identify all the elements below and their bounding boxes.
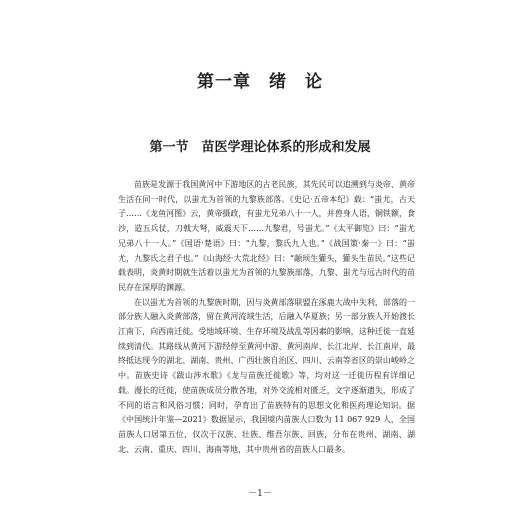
section-title: 第一节 苗医学理论体系的形成和发展 — [149, 140, 371, 155]
chapter-title: 第一章 绪 论 — [197, 72, 323, 92]
body-text — [118, 178, 415, 457]
page-number: －1－ — [248, 489, 272, 499]
paragraph-1: 苗族是发源于我国黄河中下游地区的古老民族，其先民可以追溯到与炎帝、黄帝生活在同一时代，以蚩尤为首领的九黎族部落。《史记·五帝本纪》载：“蚩尤，古天子……《龙鱼河图》云，黄帝摄政，有蚩尤兄弟八十一人，并兽身人语，铜铁额，食沙，造五兵仗，刀戟大弩，威震天下……九黎君，号蚩尤。”《太平御览》曰：“蚩尤兄弟八十一人。”《国语·楚语》曰：“九黎，黎氏九人也。”《战国策·秦一》曰：“蚩尤，九黎氏之君子也。”《山海经·大荒北经》曰：“颛顼生獾头，獾头生苗民。”这些记载表明，炎黄时期就生活着以蚩尤为首领的九黎族部落，九黎、蚩尤与远古时代的苗民存在深厚的渊源。 — [118, 180, 415, 292]
paragraph-2: 在以蚩尤为首领的九黎族时期，因与炎黄部落联盟在涿鹿大战中失利，部落的一部分族人融入炎黄部落，留在黄河流域生活，后融入华夏族；另一部分族人开始渡长江南下，向西南迁徙。受地域环境、生存环境及战乱等因素的影响，这种迁徙一直延续到清代。其路线从黄河下游经停至黄河中游、黄河南岸、长江北岸、长江南岸，最终抵达现今的湖北、湖南、贵州、广西壮族自治区、四川、云南等省区的崇山峻岭之中。苗族史诗《跋山涉水歌》《龙与苗族迁徙歌》等，均对这一迁徙历程有详细记载。漫长的迁徙，使苗族成员分散各地，对外交流相对匮乏，文字逐渐遗失，形成了不同的语言和风俗习惯；同时，孕育出了苗族特有的思想文化和医药理论知识。据《中国统计年鉴—2021》数据显示，我国境内苗族人口数为 11 067 929 人，全国苗族人口居第五位，仅次于汉族、壮族、维吾尔族、回族，分布在贵州、湖南、湖北、云南、重庆、四川、海南等地，其中贵州省的苗族人口最多。 — [118, 297, 415, 454]
